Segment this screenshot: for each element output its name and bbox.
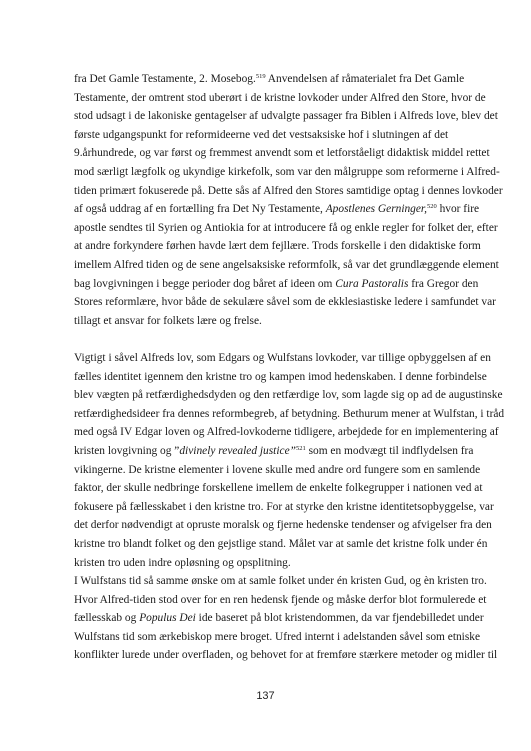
text-line [74,182,503,201]
text-run: retfærdighedsideer fra dennes reformbegreb, af betydning. Bethurum mener at Wulfstan, i tråd [74,407,505,420]
text-run: som en modvægt til indflydelsen fra [305,444,474,457]
text-run: fokusere på fællesskabet i den kristne tro. For at styrke den kristne identitetsopbyggelse, var [74,500,494,513]
text-line [74,479,483,498]
text-line [74,423,499,442]
text-run: tiden primært fokuserede på. Dette sås af Alfred den Stores samtidige optag i dennes lovkoder [74,184,503,197]
text-run: hvor fire [436,203,480,216]
text-run: Hvor Alfred-tiden stod over for en ren hedensk fjende og måske derfor blot formulerede et [74,593,487,606]
page-number: 137 [256,690,275,702]
italic-text: Apostlenes Gerninger, [325,203,427,216]
text-line [74,498,494,517]
text-run: af også uddrag af en fortælling fra Det Ny Testamente, [74,203,326,216]
text-line [74,163,500,182]
text-line [74,535,488,554]
text-run: I Wulfstans tid så samme ønske om at samle folket under én kristen Gud, og èn kristen tro. [74,575,487,587]
paragraph-1 [74,70,503,330]
text-run: fællesskab og [74,612,140,625]
text-run: konflikter lurede under overfladen, og behovet for at fremføre stærkere metoder og midler til [74,649,498,662]
text-line [74,107,498,126]
footnote-reference: 519 [255,73,266,80]
text-run: apostle sendtes til Syrien og Antiokia for at introducere få og enkle regler for folket der, efter [74,221,498,234]
text-line [74,405,505,424]
text-run: fælles identitet igennem den kristne tro og kampen imod hedenskaben. I denne forbindelse [74,370,487,383]
italic-text: divinely revealed justice [179,444,290,457]
text-line [74,349,491,368]
text-line [74,312,464,331]
text-run: tillagt et ansvar for folkets lære og frelse. [74,314,262,327]
text-run: fra Gregor den [408,277,479,290]
text-run: 9.århundrede, og var først og fremmest anvendt som et letforståeligt didaktisk middel rettet [74,147,490,160]
text-run: imellem Alfred tiden og de sene angelsaksiske reformfolk, så var det grundlæggende element [74,258,499,271]
text-line [74,256,499,275]
italic-text: Cura Pastoralis [335,277,409,290]
text-run: ide baseret på blot kristendommen, da var fjendebilledet under [195,612,484,625]
text-run: kristen lovgivning og ” [74,444,180,457]
text-line [74,628,481,647]
text-line [74,646,498,665]
text-line [74,70,464,89]
text-line [74,200,480,219]
text-run: kristen tro uden indre opløsning og opsplitning. [74,556,291,569]
text-line [74,609,484,628]
text-run: Vigtigt i såvel Alfreds lov, som Edgars og Wulfstans lovkoder, var tillige opbyggelsen af en [74,352,491,364]
text-line [74,386,503,405]
text-run: kristne tro blandt folket og den gejstlige stand. Målet var at samle det kristne folk under én [74,537,488,550]
paragraph-3 [74,572,498,665]
footnote-reference: 520 [426,203,437,211]
text-line [74,461,481,480]
text-run: faktor, der skulle nedbringe forskellene imellem de enkelte folkegrupper i nationen ved at [74,482,483,495]
text-line [74,368,487,387]
text-line [74,442,474,461]
text-line [74,554,464,573]
text-run: vikingerne. De kristne elementer i lovene skulle med andre ord fungere som en samlende [74,463,481,476]
text-run: stod udsagt i de lakoniske gentagelser af udvalgte passager fra Biblen i Alfreds love, blev det [74,110,498,123]
text-run: med også IV Edgar loven og Alfred-lovkoderne tidligere, arbejdede for en implementering af [74,426,499,439]
text-run: Stores reformlære, hvor både de sekulære såvel som de ekklesiastiske ledere i samfundet var [74,296,496,309]
text-line [74,275,479,294]
text-run: Anvendelsen af råmaterialet fra Det Gamle [265,73,465,85]
text-run: at andre forkyndere førhen havde lært dem fejllære. Trods forskelle i den didaktiske form [74,240,481,253]
text-run: det derfor nødvendigt at opruste moralsk og fjerne hedenske tendenser og afvigelser fra den [74,519,492,532]
text-line [74,126,464,145]
text-run: blev vægten på retfærdighedsdyden og den retfærdige lov, som lagde sig op ad de augustinske [74,389,503,402]
text-line [74,591,487,610]
text-line [74,237,481,256]
text-line [74,144,490,163]
text-run: første udgangspunkt for reformideerne ved det vestsaksiske hof i slutningen af det [74,128,449,141]
text-line [74,516,492,535]
text-run: Wulfstans tid som ærkebiskop mere broget. Ufred internt i adelstanden såvel som etniske [74,630,481,643]
text-run: Testamente, der omtrent stod uberørt i de kristne lovkoder under Alfred den Store, hvor de [74,91,486,104]
text-line [74,293,496,312]
text-line [74,89,486,108]
italic-text: ” [289,444,296,457]
text-run: fra Det Gamle Testamente, 2. Mosebog. [74,73,256,85]
paragraph-2 [74,349,505,572]
text-run: mod særligt lægfolk og ukyndige kirkefolk, som var den målgruppe som reformerne i Alfred- [74,165,500,178]
footnote-reference: 521 [295,444,306,452]
italic-text: Populus Dei [139,612,196,625]
text-line [74,219,498,238]
text-line [74,572,487,591]
text-run: bag lovgivningen i begge perioder dog båret af ideen om [74,277,336,290]
